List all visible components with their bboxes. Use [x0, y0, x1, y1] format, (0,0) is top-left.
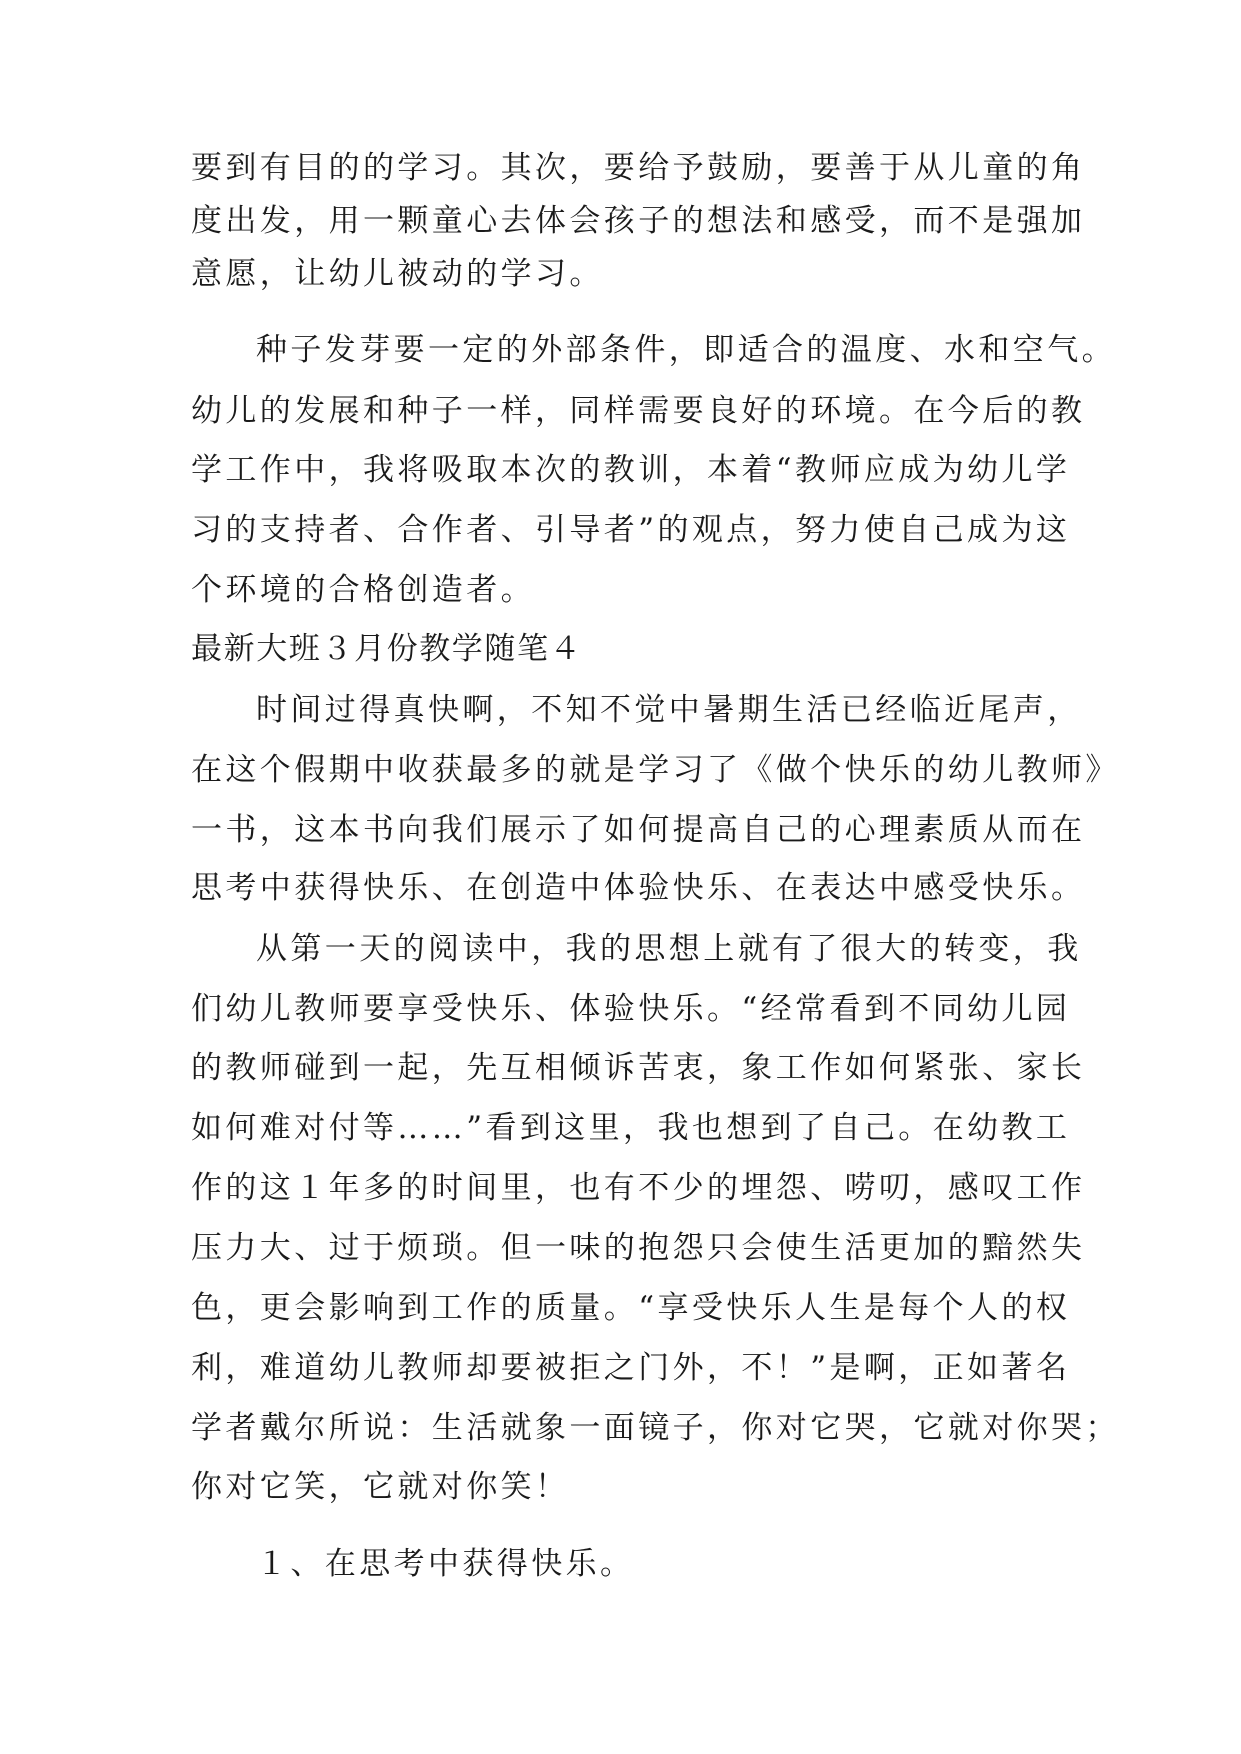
body-line: 学者戴尔所说：生活就象一面镜子，你对它哭，它就对你哭； [191, 1410, 1120, 1446]
paragraph-first-line: 时间过得真快啊，不知不觉中暑期生活已经临近尾声， [256, 692, 1082, 728]
body-line: 作的这１年多的时间里，也有不少的埋怨、唠叨，感叹工作 [191, 1170, 1086, 1206]
body-line: 的教师碰到一起，先互相倾诉苦衷，象工作如何紧张、家长 [191, 1050, 1086, 1086]
body-line: 利，难道幼儿教师却要被拒之门外，不！”是啊，正如著名 [191, 1350, 1071, 1386]
body-line: 学工作中，我将吸取本次的教训，本着“教师应成为幼儿学 [191, 452, 1071, 488]
body-line: 们幼儿教师要享受快乐、体验快乐。“经常看到不同幼儿园 [191, 991, 1071, 1027]
body-line: 压力大、过于烦琐。但一味的抱怨只会使生活更加的黯然失 [191, 1230, 1086, 1266]
body-line: 要到有目的的学习。其次，要给予鼓励，要善于从儿童的角 [191, 150, 1086, 186]
body-line: 意愿，让幼儿被动的学习。 [191, 256, 604, 292]
body-line: 色，更会影响到工作的质量。“享受快乐人生是每个人的权 [191, 1290, 1071, 1326]
body-line: 幼儿的发展和种子一样，同样需要良好的环境。在今后的教 [191, 393, 1086, 429]
body-line: 一书，这本书向我们展示了如何提高自己的心理素质从而在 [191, 812, 1086, 848]
paragraph-first-line: 种子发芽要一定的外部条件，即适合的温度、水和空气。 [256, 332, 1116, 368]
body-line: 在这个假期中收获最多的就是学习了《做个快乐的幼儿教师》 [191, 752, 1120, 788]
list-item: １、在思考中获得快乐。 [256, 1546, 635, 1582]
body-line: 习的支持者、合作者、引导者”的观点，努力使自己成为这 [191, 512, 1071, 548]
section-heading: 最新大班３月份教学随笔４ [191, 631, 583, 667]
body-line: 如何难对付等……”看到这里，我也想到了自己。在幼教工 [191, 1110, 1071, 1146]
paragraph-first-line: 从第一天的阅读中，我的思想上就有了很大的转变，我 [256, 931, 1082, 967]
body-line: 度出发，用一颗童心去体会孩子的想法和感受，而不是强加 [191, 203, 1086, 239]
body-line: 思考中获得快乐、在创造中体验快乐、在表达中感受快乐。 [191, 870, 1086, 906]
body-line: 你对它笑，它就对你笑！ [191, 1469, 570, 1505]
body-line: 个环境的合格创造者。 [191, 572, 535, 608]
